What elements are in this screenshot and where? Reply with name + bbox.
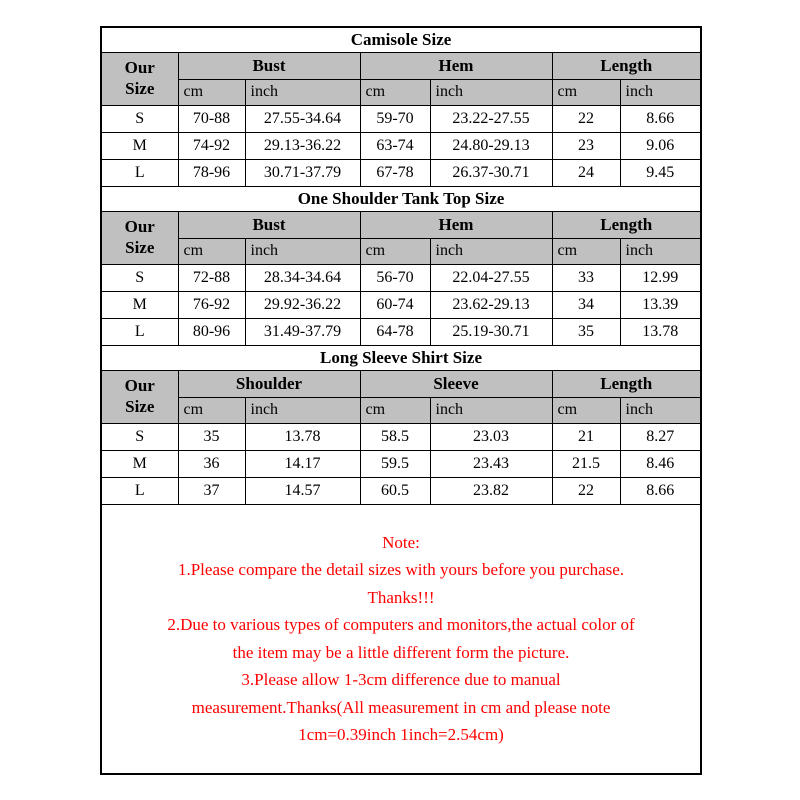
- group-header-hem: Hem: [360, 52, 552, 79]
- unit-header-inch: inch: [245, 397, 360, 423]
- note-line: 1.Please compare the detail sizes with yours before you purchase.: [177, 560, 625, 580]
- value-cell: 76-92: [178, 291, 245, 318]
- size-cell: S: [101, 105, 178, 132]
- table-title-long-sleeve: Long Sleeve Shirt Size: [101, 345, 701, 370]
- note-line: the item may be a little different form the picture.: [232, 642, 570, 662]
- value-cell: 60.5: [360, 477, 430, 504]
- value-cell: 60-74: [360, 291, 430, 318]
- value-cell: 56-70: [360, 264, 430, 291]
- group-header-bust: Bust: [178, 52, 360, 79]
- size-cell: M: [101, 291, 178, 318]
- table-title-camisole: Camisole Size: [101, 27, 701, 52]
- note-line: Thanks!!!: [367, 587, 435, 607]
- unit-header-cm: cm: [178, 397, 245, 423]
- value-cell: 35: [552, 318, 620, 345]
- header-group-row: [101, 52, 701, 79]
- table-title-row: [101, 345, 701, 370]
- corner-line-our: Our: [124, 217, 155, 237]
- value-cell: 24.80-29.13: [430, 132, 552, 159]
- unit-header-cm: cm: [360, 79, 430, 105]
- value-cell: 23.82: [430, 477, 552, 504]
- size-cell: L: [101, 318, 178, 345]
- value-cell: 21: [552, 423, 620, 450]
- size-cell: L: [101, 159, 178, 186]
- header-unit-row: [101, 238, 701, 264]
- group-header-length: Length: [552, 370, 701, 397]
- unit-header-cm: cm: [552, 397, 620, 423]
- value-cell: 36: [178, 450, 245, 477]
- value-cell: 23.62-29.13: [430, 291, 552, 318]
- header-group-row: [101, 370, 701, 397]
- unit-header-cm: cm: [178, 79, 245, 105]
- table-title-row: [101, 186, 701, 211]
- value-cell: 12.99: [620, 264, 701, 291]
- value-cell: 30.71-37.79: [245, 159, 360, 186]
- unit-header-inch: inch: [620, 238, 701, 264]
- size-cell: S: [101, 264, 178, 291]
- unit-header-inch: inch: [430, 79, 552, 105]
- group-header-sleeve: Sleeve: [360, 370, 552, 397]
- size-chart-table: [100, 26, 702, 775]
- corner-header: [101, 52, 178, 105]
- unit-header-inch: inch: [430, 238, 552, 264]
- value-cell: 23.43: [430, 450, 552, 477]
- value-cell: 13.78: [620, 318, 701, 345]
- value-cell: 26.37-30.71: [430, 159, 552, 186]
- size-cell: S: [101, 423, 178, 450]
- size-cell: L: [101, 477, 178, 504]
- group-header-length: Length: [552, 52, 701, 79]
- unit-header-inch: inch: [620, 397, 701, 423]
- table-row: [101, 423, 701, 450]
- corner-header: [101, 211, 178, 264]
- table-row: [101, 450, 701, 477]
- size-cell: M: [101, 132, 178, 159]
- value-cell: 63-74: [360, 132, 430, 159]
- unit-header-inch: inch: [245, 238, 360, 264]
- note-section: [101, 504, 701, 774]
- value-cell: 8.27: [620, 423, 701, 450]
- corner-line-size: Size: [125, 237, 155, 257]
- group-header-bust: Bust: [178, 211, 360, 238]
- header-group-row: [101, 211, 701, 238]
- value-cell: 8.66: [620, 105, 701, 132]
- value-cell: 64-78: [360, 318, 430, 345]
- note-row: [101, 504, 701, 774]
- value-cell: 25.19-30.71: [430, 318, 552, 345]
- corner-line-our: Our: [124, 376, 155, 396]
- value-cell: 22.04-27.55: [430, 264, 552, 291]
- value-cell: 21.5: [552, 450, 620, 477]
- unit-header-inch: inch: [620, 79, 701, 105]
- note-line: 1cm=0.39inch 1inch=2.54cm): [298, 725, 504, 745]
- value-cell: 22: [552, 477, 620, 504]
- value-cell: 22: [552, 105, 620, 132]
- value-cell: 70-88: [178, 105, 245, 132]
- header-unit-row: [101, 79, 701, 105]
- value-cell: 78-96: [178, 159, 245, 186]
- value-cell: 35: [178, 423, 245, 450]
- group-header-hem: Hem: [360, 211, 552, 238]
- unit-header-cm: cm: [552, 79, 620, 105]
- table-title-tank-top: One Shoulder Tank Top Size: [101, 186, 701, 211]
- value-cell: 37: [178, 477, 245, 504]
- table-row: [101, 291, 701, 318]
- size-cell: M: [101, 450, 178, 477]
- value-cell: 14.57: [245, 477, 360, 504]
- value-cell: 8.46: [620, 450, 701, 477]
- table-row: [101, 477, 701, 504]
- value-cell: 14.17: [245, 450, 360, 477]
- value-cell: 29.92-36.22: [245, 291, 360, 318]
- corner-line-size: Size: [125, 78, 155, 98]
- value-cell: 28.34-34.64: [245, 264, 360, 291]
- unit-header-inch: inch: [245, 79, 360, 105]
- value-cell: 13.39: [620, 291, 701, 318]
- value-cell: 8.66: [620, 477, 701, 504]
- table-title-row: [101, 27, 701, 52]
- group-header-length: Length: [552, 211, 701, 238]
- note-line: measurement.Thanks(All measurement in cm and please note: [191, 697, 611, 717]
- unit-header-cm: cm: [178, 238, 245, 264]
- unit-header-cm: cm: [360, 397, 430, 423]
- table-row: [101, 159, 701, 186]
- unit-header-inch: inch: [430, 397, 552, 423]
- value-cell: 9.06: [620, 132, 701, 159]
- note-line: 2.Due to various types of computers and monitors,the actual color of: [167, 615, 635, 635]
- unit-header-cm: cm: [360, 238, 430, 264]
- value-cell: 31.49-37.79: [245, 318, 360, 345]
- value-cell: 29.13-36.22: [245, 132, 360, 159]
- value-cell: 72-88: [178, 264, 245, 291]
- value-cell: 59-70: [360, 105, 430, 132]
- value-cell: 23: [552, 132, 620, 159]
- value-cell: 23.22-27.55: [430, 105, 552, 132]
- value-cell: 24: [552, 159, 620, 186]
- value-cell: 13.78: [245, 423, 360, 450]
- value-cell: 23.03: [430, 423, 552, 450]
- value-cell: 9.45: [620, 159, 701, 186]
- value-cell: 27.55-34.64: [245, 105, 360, 132]
- header-unit-row: [101, 397, 701, 423]
- note-heading: Note:: [382, 532, 420, 552]
- table-row: [101, 318, 701, 345]
- value-cell: 34: [552, 291, 620, 318]
- table-row: [101, 132, 701, 159]
- table-row: [101, 105, 701, 132]
- value-cell: 80-96: [178, 318, 245, 345]
- value-cell: 74-92: [178, 132, 245, 159]
- value-cell: 33: [552, 264, 620, 291]
- unit-header-cm: cm: [552, 238, 620, 264]
- corner-header: [101, 370, 178, 423]
- value-cell: 67-78: [360, 159, 430, 186]
- group-header-shoulder: Shoulder: [178, 370, 360, 397]
- corner-line-our: Our: [124, 58, 155, 78]
- value-cell: 59.5: [360, 450, 430, 477]
- note-line: 3.Please allow 1-3cm difference due to manual: [241, 670, 561, 690]
- corner-line-size: Size: [125, 396, 155, 416]
- table-row: [101, 264, 701, 291]
- value-cell: 58.5: [360, 423, 430, 450]
